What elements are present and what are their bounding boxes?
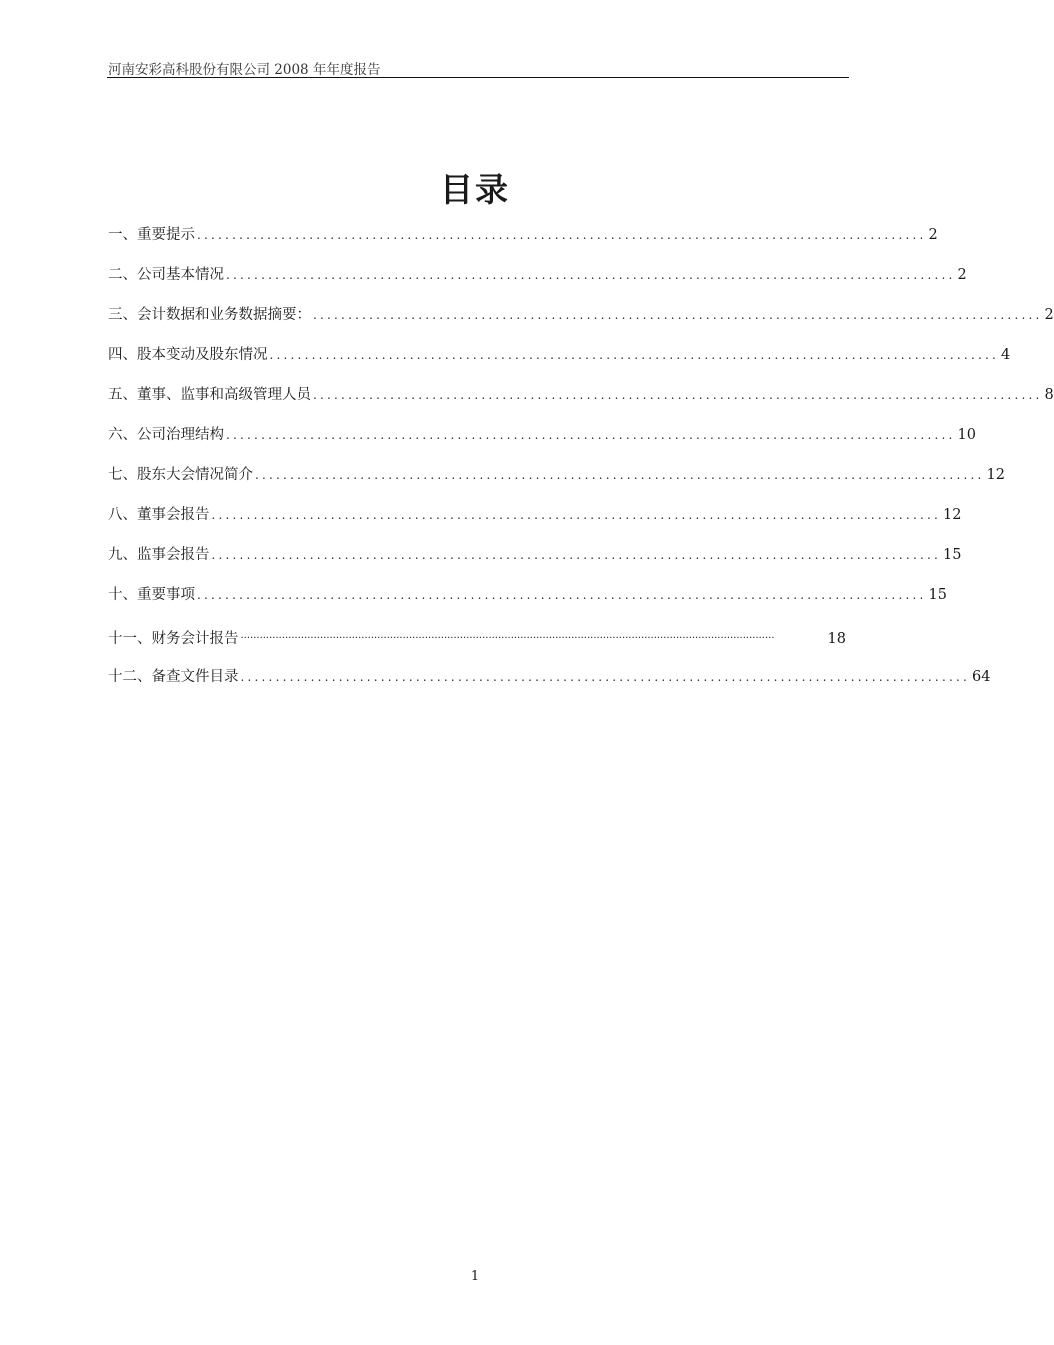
toc-entry-label: 九、监事会报告 (108, 547, 210, 563)
page-number: 1 (470, 1269, 480, 1284)
toc-entry[interactable] (108, 544, 962, 566)
toc-entry[interactable] (108, 424, 976, 446)
toc-entry-page: 15 (943, 547, 962, 563)
toc-entry-label: 六、公司治理结构 (108, 427, 224, 443)
toc-leader-dots: ........................................................................................................ (197, 228, 927, 242)
toc-entry-page: 2 (957, 267, 967, 283)
toc-leader-dots: ........................................................................................................ (240, 670, 971, 684)
toc-entry[interactable] (108, 464, 1005, 486)
toc-entry-label: 五、董事、监事和高级管理人员 (108, 387, 311, 403)
toc-leader-dots: ........................................................................................................ (313, 388, 1043, 402)
document-header: 河南安彩高科股份有限公司 2008 年年度报告 (108, 62, 381, 78)
toc-entry-label: 七、股东大会情况简介 (108, 467, 253, 483)
header-divider (107, 77, 849, 78)
toc-entry-page: 10 (957, 427, 976, 443)
toc-leader-dots: ........................................................................................................ (226, 428, 956, 442)
page-title: 目录 (440, 170, 510, 209)
toc-entry-label: 八、董事会报告 (108, 507, 210, 523)
toc-entry[interactable] (108, 224, 938, 246)
toc-entry-label: 十、重要事项 (108, 587, 195, 603)
toc-entry-page: 2 (1044, 307, 1054, 323)
toc-entry[interactable] (108, 628, 846, 650)
toc-entry-label: 十一、财务会计报告 (108, 631, 239, 647)
toc-entry-page: 2 (928, 227, 938, 243)
toc-entry-page: 12 (986, 467, 1005, 483)
toc-entry-page: 18 (827, 631, 846, 647)
toc-entry[interactable] (108, 666, 991, 688)
toc-leader-dots: ........................................................................................................ (255, 468, 985, 482)
toc-entry[interactable] (108, 304, 1054, 326)
toc-entry-label: 二、公司基本情况 (108, 267, 224, 283)
toc-entry-label: 四、股本变动及股东情况 (108, 347, 268, 363)
toc-entry[interactable] (108, 584, 947, 606)
toc-entry[interactable] (108, 384, 1054, 406)
toc-entry-page: 64 (972, 669, 991, 685)
toc-entry[interactable] (108, 504, 962, 526)
toc-entry-page: 12 (943, 507, 962, 523)
toc-entry-label: 一、重要提示 (108, 227, 195, 243)
toc-entry-page: 8 (1044, 387, 1054, 403)
toc-entry-label: 三、会计数据和业务数据摘要： (108, 307, 311, 323)
toc-entry[interactable] (108, 344, 1011, 366)
toc-entry-page: 15 (928, 587, 947, 603)
toc-leader-dots: ........................................................................................................ (269, 348, 1000, 362)
toc-entry-label: 十二、备查文件目录 (108, 669, 239, 685)
toc-leader-dots: ........................................................................................................ (313, 308, 1043, 322)
toc-leader-dots: ........................................................................................................ (211, 508, 942, 522)
toc-leader-dots: ........................................................................................................ (197, 588, 927, 602)
toc-entry-page: 4 (1001, 347, 1011, 363)
toc-entry[interactable] (108, 264, 967, 286)
toc-leader-dots: ........................................................................................................ (226, 268, 956, 282)
toc-leader-dots: ........................................................................................................ (211, 548, 942, 562)
toc-leader-dots: ········································································································································································ (240, 633, 775, 644)
